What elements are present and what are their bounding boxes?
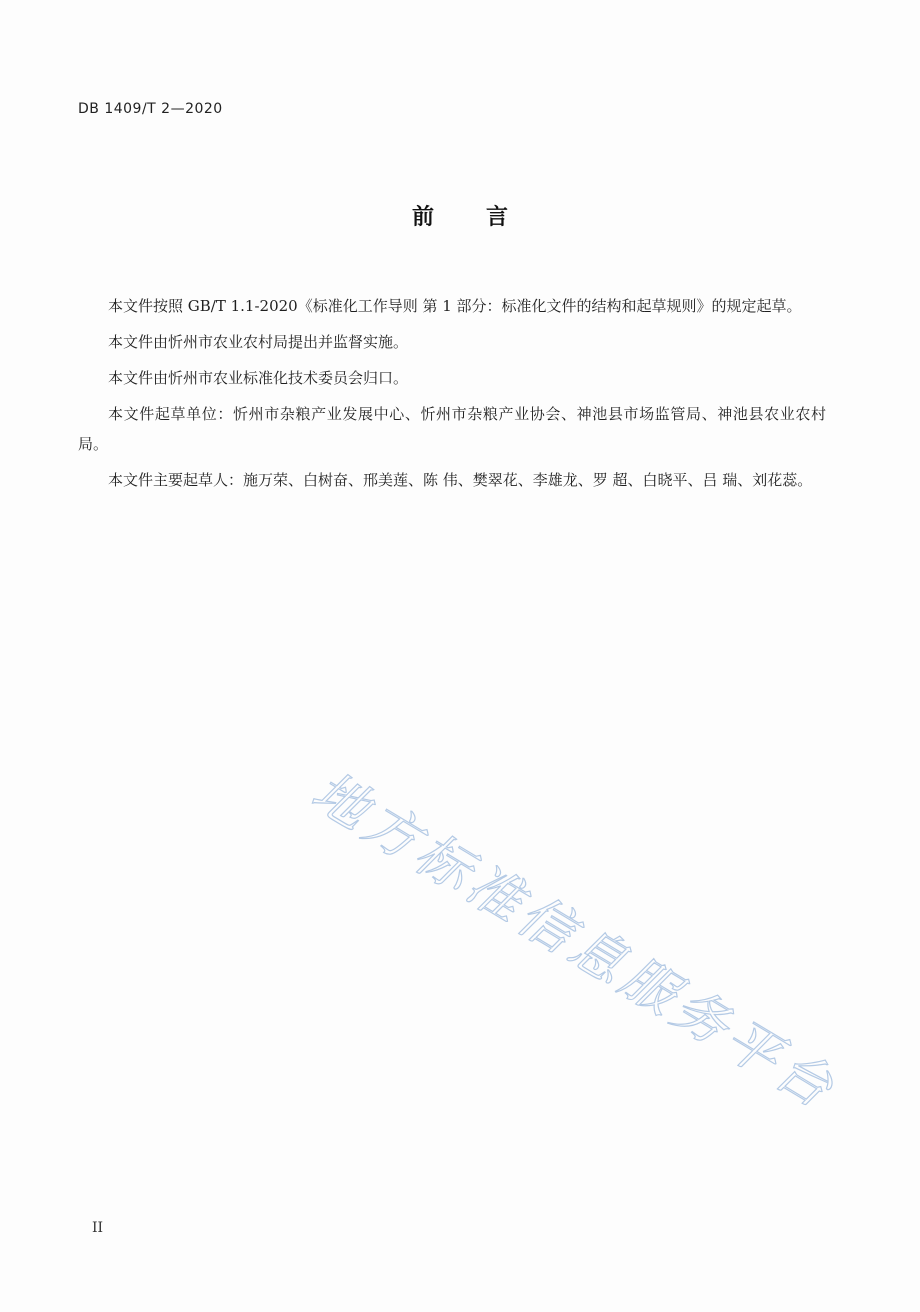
watermark: 地方标准信息服务平台: [301, 759, 849, 1123]
paragraph-drafters: 本文件主要起草人：施万荣、白树奋、邢美莲、陈 伟、樊翠花、李雄龙、罗 超、白晓平、吕 瑞、刘花蕊。: [108, 471, 813, 489]
page-number: II: [92, 1220, 104, 1236]
paragraph-centralized-unit: 本文件由忻州市农业标准化技术委员会归口。: [108, 369, 409, 387]
paragraph-proposer: 本文件由忻州市农业农村局提出并监督实施。: [108, 333, 409, 351]
page-title: 前言: [411, 205, 560, 230]
document-code: DB 1409/T 2—2020: [78, 101, 223, 117]
paragraph-drafting-rules: 本文件按照 GB/T 1.1-2020《标准化工作导则 第 1 部分：标准化文件的结构和起草规则》的规定起草。: [108, 297, 802, 315]
paragraph-drafting-units: 本文件起草单位：忻州市杂粮产业发展中心、忻州市杂粮产业协会、神池县市场监管局、神池县农业农村局。: [78, 405, 826, 453]
preface-body: [78, 291, 826, 501]
